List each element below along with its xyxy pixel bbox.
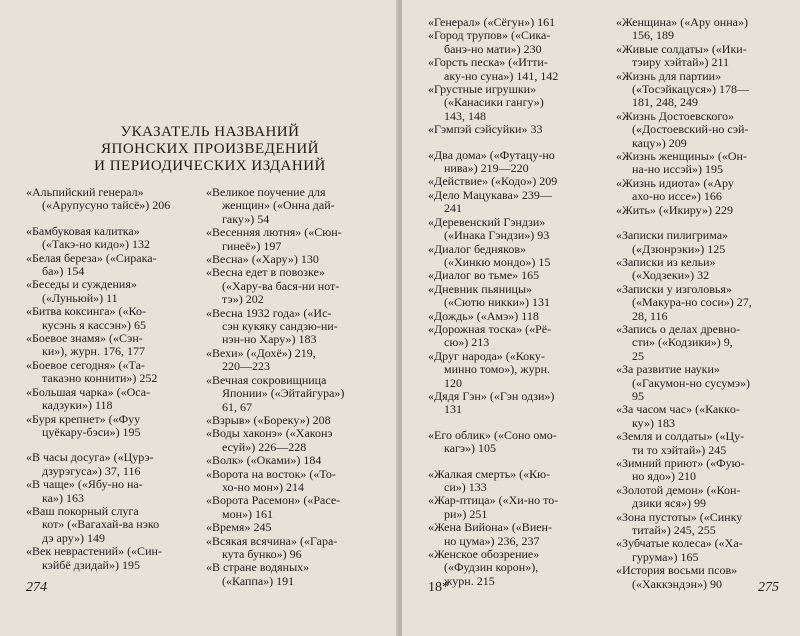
right-page [402,0,800,636]
index-entry-line: «Ворота Расемон» («Расе- [206,493,341,508]
index-entry [26,278,202,305]
index-entry-line: тэиру хэйтай») 211 [632,55,730,70]
index-entry-line: («Гакумон-но сусумэ») [632,375,750,390]
index-entry [616,403,792,430]
index-entry-line: «Ваш покорный слуга [26,503,139,518]
index-entry [26,478,202,505]
heading-line: ЯПОНСКИХ ПРОИЗВЕДЕНИЙ [100,141,320,157]
index-entry-line: «Белая береза» («Сирака- [26,250,157,265]
index-entry-line: («Каппа») 191 [222,573,295,588]
index-entry [26,386,202,413]
index-column-left-1 [26,186,202,572]
index-entry [428,56,602,83]
index-entry [206,521,386,534]
index-entry-line: «Друг народа» («Коку- [428,348,545,363]
index-entry-line: «Земля и солдаты» («Цу- [616,429,745,444]
index-entry-line: «Диалог бедняков» [428,241,526,256]
index-entry-line: «Весенняя лютня» («Сюн- [206,225,342,240]
index-entry-line: «Ворота на восток» («То- [206,466,336,481]
index-entry-line: «Дорожная тоска» («Рё- [428,321,552,336]
index-entry-line: («Тосэйкацуся») 178— [632,82,750,97]
index-entry-line: «Время» 245 [206,520,272,535]
index-entry-line: цуёкару-бэси») 195 [42,424,141,439]
index-entry-line: «Зона пустоты» («Синку [616,509,743,524]
index-entry-line: 95 [632,388,644,403]
index-entry-line: («Ходзеки») 32 [632,268,710,283]
index-entry-line: 61, 67 [222,399,252,414]
index-entry [428,216,602,243]
index-entry-line: минно томо»), журн. [444,362,551,377]
index-entry-line: журн. 215 [444,573,495,588]
index-entry-line: нива») 219—220 [444,161,529,176]
index-entry [616,16,792,43]
index-entry [616,43,792,70]
index-entry-line: «Дождь» («Амэ») 118 [428,308,539,323]
index-entry-line: («Канасики гангу») [444,95,544,110]
index-entry-line: «Битва коксинга» («Ко- [26,304,146,319]
index-entry-line: «В стране водяных» [206,560,310,575]
index-entry [428,269,602,282]
index-entry-line: ку») 183 [632,415,675,430]
index-entry-line: есуй») 226—228 [222,439,307,454]
index-entry [206,414,386,427]
index-entry [616,110,792,150]
index-entry-line: «Весна едет в повозке» [206,265,325,280]
index-entry-line: «Деревенский Гэндзи» [428,214,546,229]
index-entry-line: «Запись о делах древно- [616,321,741,336]
index-entry-line: «Большая чарка» («Оса- [26,384,151,399]
index-entry-line: 25 [632,348,644,363]
index-column-right-1 [428,16,602,588]
index-entry-line: «Жизнь идиота» («Ару [616,175,734,190]
index-entry-line: «Записки пилигрима» [616,228,729,243]
index-entry [616,363,792,403]
index-entry [616,150,792,177]
index-entry-line: кута бунко») 96 [222,546,302,561]
index-entry-line: 220—223 [222,359,270,374]
index-entry-line: «Буря крепнет» («Фуу [26,411,141,426]
index-entry [26,505,202,545]
index-entry-line: «Вечная сокровищница [206,372,327,387]
index-entry [616,70,792,110]
index-entry-line: женщин» («Онна дай- [222,198,335,213]
index-entry-line: «Женское обозрение» [428,547,540,562]
index-entry-line: «Воды хаконэ» («Хаконэ [206,426,333,441]
index-entry [428,123,602,136]
index-entry-line: «Взрыв» («Бореку») 208 [206,412,331,427]
index-entry-line: тэ») 202 [222,292,264,307]
index-entry-line: аку-но суна») 141, 142 [444,68,559,83]
index-entry [428,429,602,456]
index-entry-line: «Дневник пьяницы» [428,281,533,296]
index-entry [206,307,386,347]
signature-mark: 18* [428,580,449,595]
index-entry-line: «Золотой демон» («Кон- [616,482,741,497]
index-entry-line: сю») 213 [444,335,490,350]
letter-gap [26,213,202,225]
page-number: 275 [758,580,779,595]
index-entry-line: ка») 163 [42,490,84,505]
index-entry [428,175,602,188]
left-page [0,0,398,636]
index-entry [428,16,602,29]
index-entry-line: («Арупусуно тайсё») 206 [42,198,171,213]
index-entry-line: «Зубчатые колеса» («Ха- [616,536,743,551]
index-entry [616,323,792,363]
index-entry [428,189,602,216]
index-entry [428,350,602,390]
index-entry [26,451,202,478]
index-entry-line: «Диалог во тьме» 165 [428,268,540,283]
index-entry-line: «Гэмпэй сэйсуйки» 33 [428,122,543,137]
index-entry [428,390,602,417]
index-entry-line: «Великое поучение для [206,185,326,199]
index-entry-line: ахо-но иссе») 166 [632,189,722,204]
index-entry-line: хо-но мон») 214 [222,479,304,494]
index-entry-line: «За часом час» («Каккo- [616,402,740,417]
index-entry-line: «В чаще» («Ябу-но на- [26,477,143,492]
index-entry [206,347,386,374]
index-entry-line: «Жар-птица» («Хи-но то- [428,493,559,508]
index-entry-line: «Беседы и суждения» [26,277,137,292]
index-entry [428,283,602,310]
index-entry-line: «Жизнь для партии» [616,68,722,83]
index-entry-line: кот» («Вагахай-ва нэко [42,517,160,532]
index-entry-line: («Хару-ва бася-ни нот- [222,278,340,293]
index-entry [428,494,602,521]
index-entry-line: 156, 189 [632,28,674,43]
index-entry-line: («Макура-но соси») 27, [632,295,752,310]
index-entry [206,494,386,521]
index-entry-line: «Альпийский генерал» [26,185,144,199]
index-entry [428,323,602,350]
index-entry [26,545,202,572]
index-entry-line: кацу») 209 [632,135,687,150]
index-entry-line: ба») 154 [42,264,85,279]
index-entry-line: 120 [444,375,462,390]
index-entry [206,253,386,266]
index-entry-line: 28, 116 [632,308,668,323]
index-entry-line: «Весна» («Хару») 130 [206,252,319,267]
index-entry-line: «Город трупов» («Сика- [428,28,551,43]
index-entry-line: «Жалкая смерть» («Кю- [428,466,551,481]
index-column-left-2 [206,186,386,588]
index-entry [26,225,202,252]
index-entry-line: «Генерал» («Сёгун») 161 [428,15,556,29]
index-entry [616,430,792,457]
index-entry-line: кэйбё дзидай») 195 [42,557,140,572]
index-entry-line: 131 [444,402,462,417]
letter-gap [428,417,602,429]
index-entry-line: («Дзюнрэки») 125 [632,241,726,256]
index-entry-line: сти» («Кодзики») 9, [632,335,733,350]
index-heading [60,124,360,175]
index-entry-line: 181, 248, 249 [632,95,698,110]
index-entry-line: «Дядя Гэн» («Гэн одзи») [428,388,555,403]
index-entry-line: «Бамбуковая калитка» [26,223,140,238]
index-entry-line: «Записки из кельи» [616,254,716,269]
index-entry-line: ки»), журн. 176, 177 [42,344,145,359]
index-entry [428,149,602,176]
index-entry-line: кадзуки») 118 [42,398,113,413]
index-entry [26,413,202,440]
index-entry [206,454,386,467]
page-number: 274 [26,580,47,595]
index-entry-line: но цума») 236, 237 [444,533,540,548]
index-entry-line: гаку») 54 [222,211,270,226]
index-entry [428,243,602,270]
index-entry-line: ти то хэйтай») 245 [632,442,727,457]
index-entry-line: такаэно коннити») 252 [42,371,158,386]
index-entry [26,305,202,332]
index-entry-line: гинеё») 197 [222,238,282,253]
index-entry-line: «Записки у изголовья» [616,281,732,296]
index-entry [616,457,792,484]
index-entry [26,332,202,359]
index-entry-line: си») 133 [444,480,487,494]
index-entry [428,310,602,323]
index-entry-line: («Инака Гэндзи») 93 [444,228,550,243]
index-entry-line: («Хаккэндэн») 90 [632,576,723,591]
index-entry-line: «Зимний приют» («Фую- [616,456,745,470]
index-entry-line: «Грустные игрушки» [428,82,537,97]
index-entry-line: нэн-но Хару») 183 [222,332,317,347]
index-entry-line: «Жизнь женщины» («Он- [616,149,747,164]
index-entry [206,535,386,562]
heading-line: УКАЗАТЕЛЬ НАЗВАНИЙ [120,124,300,140]
index-entry [26,359,202,386]
index-entry-line: («Луньюй») 11 [42,290,118,305]
index-entry [428,468,602,495]
index-entry [616,229,792,256]
index-entry-line: 241 [444,201,462,216]
index-entry-line: «Жена Вийона» («Виен- [428,520,552,535]
index-entry-line: («Достоевский-но сэй- [632,122,749,137]
index-entry [26,186,202,213]
index-entry-line: «Женщина» («Ару онна») [616,15,748,29]
index-entry-line: «Жизнь Достоевского» [616,108,734,123]
index-entry-line: «Живые солдаты» («Ики- [616,41,747,56]
index-entry-line: Японии» («Эйтайгура») [222,386,345,401]
index-entry-line: дзики яся») 99 [632,496,707,511]
index-entry-line: «Его облик» («Соно омо- [428,427,557,442]
index-entry [206,427,386,454]
index-entry-line: «Горсть песка» («Итти- [428,55,548,70]
index-entry [206,561,386,588]
index-entry-line: «Боевое сегодня» («Та- [26,357,145,372]
index-entry-line: «Два дома» («Футацу-но [428,147,555,162]
heading-line: И ПЕРИОДИЧЕСКИХ ИЗДАНИЙ [94,158,326,174]
index-entry [428,83,602,123]
letter-gap [428,456,602,468]
index-entry [616,537,792,564]
index-entry-line: гурума») 165 [632,549,699,564]
index-entry-line: «История восьми псов» [616,563,738,578]
index-entry-line: кагэ») 105 [444,441,497,456]
index-entry-line: кусэнь я кассэн») 65 [42,317,147,332]
index-entry-line: «Действие» («Кодо») 209 [428,174,558,189]
index-entry-line: «Жить» («Икиру») 229 [616,202,733,217]
index-entry-line: («Хинкю мондо») 15 [444,254,551,269]
index-entry-line: «За развитие науки» [616,362,720,377]
letter-gap [428,137,602,149]
index-entry-line: 143, 148 [444,108,486,123]
index-entry-line: «Весна 1932 года» («Ис- [206,305,332,320]
index-entry-line: на-но иссэй») 195 [632,162,723,177]
index-entry-line: сэн кукяку сандзю-ни- [222,319,338,334]
index-entry-line: («Такэ-но кидо») 132 [42,237,150,252]
index-entry [206,226,386,253]
index-entry-line: титай») 245, 255 [632,523,716,538]
index-entry-line: но ядо») 210 [632,469,697,484]
index-entry [428,548,602,588]
index-column-right-2 [616,16,792,591]
index-entry-line: мон») 161 [222,506,274,521]
index-entry-line: «В часы досуга» («Цурэ- [26,450,154,465]
index-entry-line: «Волк» («Оками») 184 [206,453,322,468]
index-entry-line: («Сютю никки») 131 [444,295,550,310]
index-entry [206,266,386,306]
index-entry [206,374,386,414]
index-entry [206,186,386,226]
index-entry-line: «Век неврастений» («Син- [26,544,162,559]
index-entry [616,204,792,217]
index-entry [428,521,602,548]
index-entry [26,252,202,279]
index-entry-line: банэ-но мати») 230 [444,41,542,56]
index-entry [616,283,792,323]
index-entry [616,511,792,538]
index-entry-line: дэ ару») 149 [42,530,106,545]
index-entry-line: дзурэгуса») 37, 116 [42,463,141,478]
index-entry-line: ри») 251 [444,506,488,521]
index-entry-line: «Дело Мацукава» 239— [428,187,552,202]
index-entry [616,177,792,204]
index-entry [206,468,386,495]
index-entry-line: «Всякая всячина» («Гара- [206,533,338,548]
index-entry-line: («Фудзин корон»), [444,560,539,575]
index-entry-line: «Вехи» («Дохё») 219, [206,345,316,360]
index-entry [616,256,792,283]
index-entry [428,29,602,56]
index-entry-line: «Боевое знамя» («Сэн- [26,331,143,346]
index-entry [616,484,792,511]
